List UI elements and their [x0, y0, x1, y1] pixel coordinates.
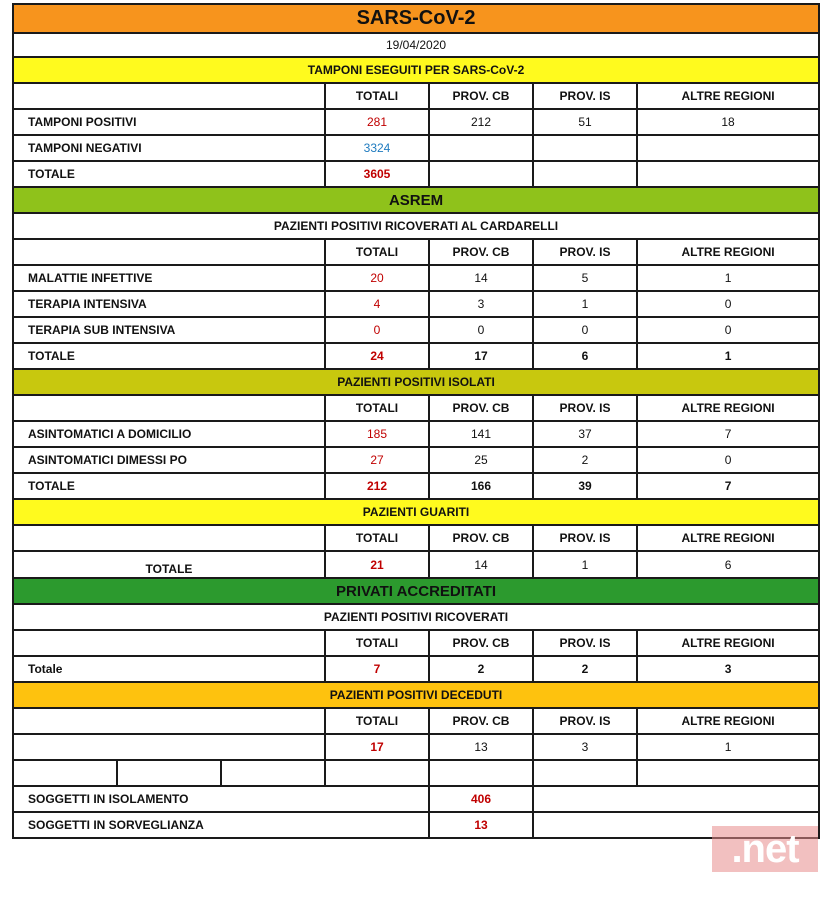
- row-label: ASINTOMATICI DIMESSI PO: [13, 447, 325, 473]
- cell-totali: 4: [325, 291, 429, 317]
- table-row: [13, 734, 819, 760]
- cell-totali: 185: [325, 421, 429, 447]
- col-altre-regioni: ALTRE REGIONI: [637, 525, 819, 551]
- col-prov-cb: PROV. CB: [429, 83, 533, 109]
- table-row: [13, 343, 819, 369]
- cell-prov-cb: 17: [429, 343, 533, 369]
- col-prov-is: PROV. IS: [533, 708, 637, 734]
- cell-altre-regioni: 7: [637, 473, 819, 499]
- cell-totali: 17: [325, 734, 429, 760]
- row-label: MALATTIE INFETTIVE: [13, 265, 325, 291]
- asrem-heading: ASREM: [13, 187, 819, 213]
- row-label: TOTALE: [13, 551, 325, 578]
- col-altre-regioni: ALTRE REGIONI: [637, 239, 819, 265]
- cell-altre-regioni: 3: [637, 656, 819, 682]
- asrem-header-row: [13, 239, 819, 265]
- col-prov-is: PROV. IS: [533, 395, 637, 421]
- row-label: ASINTOMATICI A DOMICILIO: [13, 421, 325, 447]
- row-label: TERAPIA SUB INTENSIVA: [13, 317, 325, 343]
- cell-prov-is: 1: [533, 551, 637, 578]
- guariti-header-row: [13, 525, 819, 551]
- col-totali: TOTALI: [325, 525, 429, 551]
- table-row: [13, 447, 819, 473]
- cell-prov-is: 5: [533, 265, 637, 291]
- cell-value: 13: [429, 812, 533, 838]
- col-prov-cb: PROV. CB: [429, 630, 533, 656]
- col-prov-is: PROV. IS: [533, 239, 637, 265]
- table-row: [13, 812, 819, 838]
- row-label: TAMPONI NEGATIVI: [13, 135, 325, 161]
- cell-prov-cb: 2: [429, 656, 533, 682]
- cell-totali: 0: [325, 317, 429, 343]
- row-label: TOTALE: [13, 161, 325, 187]
- cell-prov-cb: 14: [429, 265, 533, 291]
- covid-report-table: [12, 3, 820, 839]
- col-totali: TOTALI: [325, 708, 429, 734]
- col-prov-is: PROV. IS: [533, 83, 637, 109]
- row-label: SOGGETTI IN ISOLAMENTO: [13, 786, 429, 812]
- cell-prov-is: 39: [533, 473, 637, 499]
- cell-prov-cb: 13: [429, 734, 533, 760]
- row-label: SOGGETTI IN SORVEGLIANZA: [13, 812, 429, 838]
- row-label: TOTALE: [13, 473, 325, 499]
- privati-header-row: [13, 630, 819, 656]
- col-altre-regioni: ALTRE REGIONI: [637, 630, 819, 656]
- tamponi-heading: TAMPONI ESEGUITI PER SARS-CoV-2: [13, 57, 819, 83]
- cell-altre-regioni: 0: [637, 447, 819, 473]
- row-label: TERAPIA INTENSIVA: [13, 291, 325, 317]
- report-title: SARS-CoV-2: [13, 4, 819, 33]
- col-altre-regioni: ALTRE REGIONI: [637, 395, 819, 421]
- tamponi-header-row: [13, 83, 819, 109]
- col-totali: TOTALI: [325, 239, 429, 265]
- cell-altre-regioni: 1: [637, 734, 819, 760]
- col-totali: TOTALI: [325, 83, 429, 109]
- table-row: [13, 656, 819, 682]
- cell-altre-regioni: 18: [637, 109, 819, 135]
- cell-altre-regioni: 0: [637, 317, 819, 343]
- table-row: [13, 473, 819, 499]
- cell-totali: 212: [325, 473, 429, 499]
- table-row: [13, 135, 819, 161]
- cell-prov-is: 0: [533, 317, 637, 343]
- col-prov-cb: PROV. CB: [429, 525, 533, 551]
- deceduti-header-row: [13, 708, 819, 734]
- col-prov-cb: PROV. CB: [429, 395, 533, 421]
- row-label: TOTALE: [13, 343, 325, 369]
- table-row: [13, 265, 819, 291]
- table-row: [13, 109, 819, 135]
- cell-totali: 20: [325, 265, 429, 291]
- cell-prov-is: 3: [533, 734, 637, 760]
- cell-prov-cb: 166: [429, 473, 533, 499]
- asrem-subheading: PAZIENTI POSITIVI RICOVERATI AL CARDARELLI: [13, 213, 819, 239]
- cell-altre-regioni: 1: [637, 265, 819, 291]
- cell-prov-is: 2: [533, 447, 637, 473]
- guariti-heading: PAZIENTI GUARITI: [13, 499, 819, 525]
- table-row: [13, 161, 819, 187]
- cell-prov-is: 37: [533, 421, 637, 447]
- deceduti-heading: PAZIENTI POSITIVI DECEDUTI: [13, 682, 819, 708]
- cell-altre-regioni: 7: [637, 421, 819, 447]
- privati-heading: PRIVATI ACCREDITATI: [13, 578, 819, 604]
- col-prov-cb: PROV. CB: [429, 708, 533, 734]
- col-prov-is: PROV. IS: [533, 630, 637, 656]
- cell-totali: 3324: [325, 135, 429, 161]
- cell-totali: 21: [325, 551, 429, 578]
- isolati-heading: PAZIENTI POSITIVI ISOLATI: [13, 369, 819, 395]
- row-label: TAMPONI POSITIVI: [13, 109, 325, 135]
- cell-totali: 7: [325, 656, 429, 682]
- cell-totali: 27: [325, 447, 429, 473]
- row-label: Totale: [13, 656, 325, 682]
- cell-prov-cb: 212: [429, 109, 533, 135]
- col-altre-regioni: ALTRE REGIONI: [637, 83, 819, 109]
- cell-prov-is: 51: [533, 109, 637, 135]
- cell-totali: 24: [325, 343, 429, 369]
- cell-prov-cb: 0: [429, 317, 533, 343]
- cell-prov-cb: 25: [429, 447, 533, 473]
- watermark: .net: [712, 826, 818, 872]
- cell-totali: 281: [325, 109, 429, 135]
- cell-prov-is: 2: [533, 656, 637, 682]
- col-altre-regioni: ALTRE REGIONI: [637, 708, 819, 734]
- cell-value: 406: [429, 786, 533, 812]
- empty-row: [13, 760, 819, 786]
- cell-prov-cb: 141: [429, 421, 533, 447]
- table-row: [13, 291, 819, 317]
- table-row: [13, 421, 819, 447]
- privati-subheading: PAZIENTI POSITIVI RICOVERATI: [13, 604, 819, 630]
- cell-prov-cb: 3: [429, 291, 533, 317]
- cell-altre-regioni: 0: [637, 291, 819, 317]
- isolati-header-row: [13, 395, 819, 421]
- report-date: 19/04/2020: [13, 33, 819, 57]
- cell-prov-is: 1: [533, 291, 637, 317]
- cell-prov-is: 6: [533, 343, 637, 369]
- col-totali: TOTALI: [325, 630, 429, 656]
- table-row: [13, 551, 819, 578]
- cell-altre-regioni: 6: [637, 551, 819, 578]
- col-totali: TOTALI: [325, 395, 429, 421]
- table-row: [13, 317, 819, 343]
- cell-altre-regioni: 1: [637, 343, 819, 369]
- col-prov-cb: PROV. CB: [429, 239, 533, 265]
- cell-prov-cb: 14: [429, 551, 533, 578]
- table-row: [13, 786, 819, 812]
- col-prov-is: PROV. IS: [533, 525, 637, 551]
- cell-totali: 3605: [325, 161, 429, 187]
